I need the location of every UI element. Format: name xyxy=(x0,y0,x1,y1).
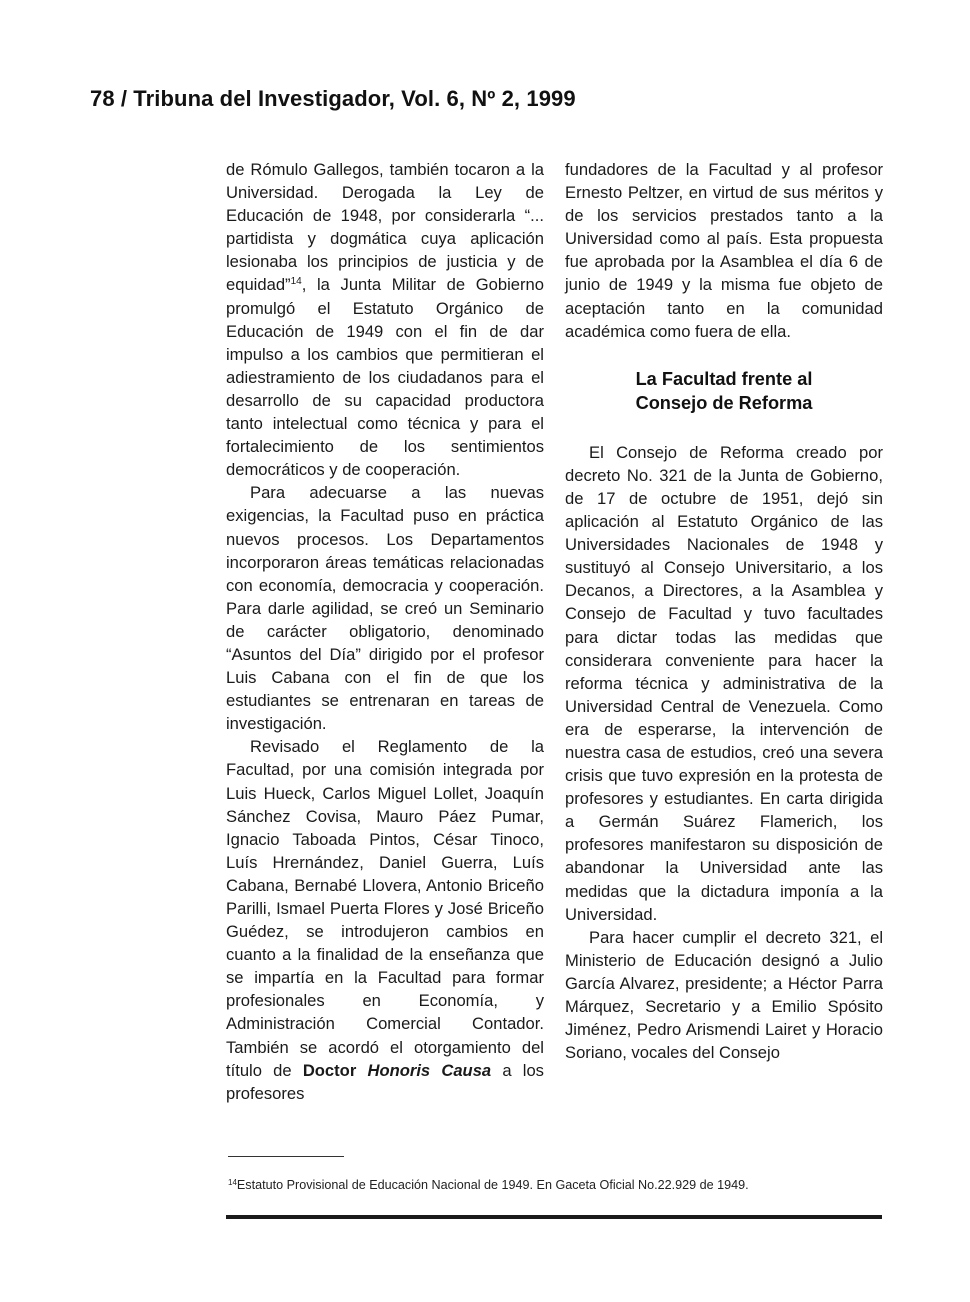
footnote xyxy=(228,1177,888,1193)
section-heading xyxy=(565,367,883,415)
paragraph-1 xyxy=(226,158,544,481)
doctor-term: Doctor xyxy=(302,1060,357,1080)
footnote-text: Estatuto Provisional de Educación Nacional de 1949. En Gaceta Oficial No.22.929 de 1949. xyxy=(236,1178,749,1192)
paragraph-5: El Consejo de Reforma creado por decreto No. 321 de la Junta de Gobierno, de 17 de octubre de 1951, dejó sin aplicación al Estatuto Orgánico de las Universidades Nacionales de 1948 y sustituyó al Consejo Universitario, a los Decanos, a Directores, a la Asamblea y Consejo de Facultad y tuvo facultades para dictar todas las medidas que considerara conveniente para hacer la reforma técnica y administrativa de la Universidad Central de Venezuela. Como era de esperarse, la intervención de nuestra casa de estudios, creó una severa crisis que tuvo expresión en la protesta de profesores y estudiantes. En carta dirigida a Germán Suárez Flamerich, los profesores manifestaron su disposición de abandonar la Universidad ante las medidas que la dictadura imponía a la Universidad. xyxy=(565,442,883,924)
paragraph-3-ending: a los profesores xyxy=(226,1060,544,1103)
paragraph-4: fundadores de la Facultad y al profesor Ernesto Peltzer, en virtud de sus méritos y de los servicios prestados tanto a la Universidad como al país. Esta propuesta fue aprobada por la Asamblea el día 6 de junio de 1949 y la misma fue objeto de aceptación tanto en la comunidad académica como fuera de ella. xyxy=(565,160,883,341)
paragraph-1-continuation: , la Junta Militar de Gobierno promulgó el Estatuto Orgánico de Educación de 1949 con el fin de dar impulso a los cambios que permitieran el adiestramiento de los ciudadanos para el desarrollo de su capacidad productora tanto intelectual como técnica y para el fortalecimiento de los sentimientos democráticos y de cooperación. xyxy=(226,275,544,480)
section-heading-line-1: La Facultad frente al xyxy=(635,368,813,389)
right-column xyxy=(565,158,883,1064)
honoris-causa-term: Honoris Causa xyxy=(367,1060,492,1080)
paragraph-3-text: Revisado el Reglamento de la Facultad, por una comisión integrada por Luis Hueck, Carlos Miguel Lollet, Joaquín Sánchez Covisa, Mauro Páez Pumar, Ignacio Taboada Pintos, César Tinoco, Luís Hrernández, Daniel Guerra, Luís Cabana, Bernabé Llovera, Antonio Briceño Parilli, Ismael Puerta Flores y José Briceño Guédez, se introdujeron cambios en cuanto a la finalidad de la enseñanza que se impartía en la Facultad para formar profesionales en Economía, y Administración Comercial Contador. También se acordó el otorgamiento del título de xyxy=(226,737,544,1080)
bottom-rule xyxy=(226,1215,882,1219)
paragraph-2: Para adecuarse a las nuevas exigencias, la Facultad puso en práctica nuevos procesos. Los Departamentos incorporaron áreas temáticas relacionadas con economía, democracia y cooperación. Para darle agilidad, se creó un Seminario de carácter obligatorio, denominado “Asuntos del Día” dirigido por el profesor Luis Cabana con el fin de que los estudiantes se entrenaran en tareas de investigación. xyxy=(226,483,544,734)
running-head: 78 / Tribuna del Investigador, Vol. 6, Nº 2, 1999 xyxy=(90,86,576,111)
paragraph-1-text: de Rómulo Gallegos, también tocaron a la Universidad. Derogada la Ley de Educación de 1948, por considerarla “... partidista y dogmática cuya aplicación lesionaba los principios de justicia y de equidad” xyxy=(226,160,544,295)
paragraph-6: Para hacer cumplir el decreto 321, el Ministerio de Educación designó a Julio García Alvarez, presidente; a Héctor Parra Márquez, Secretario y a Emilio Spósito Jiménez, Pedro Arismendi Lairet y Horacio Soriano, vocales del Consejo xyxy=(565,927,883,1063)
left-column xyxy=(226,158,544,1105)
footnote-marker: 14 xyxy=(228,1178,237,1187)
footnote-divider xyxy=(228,1156,344,1157)
footnote-reference[interactable]: 14 xyxy=(290,276,302,288)
paragraph-3 xyxy=(226,735,544,1105)
section-heading-line-2: Consejo de Reforma xyxy=(635,392,813,413)
